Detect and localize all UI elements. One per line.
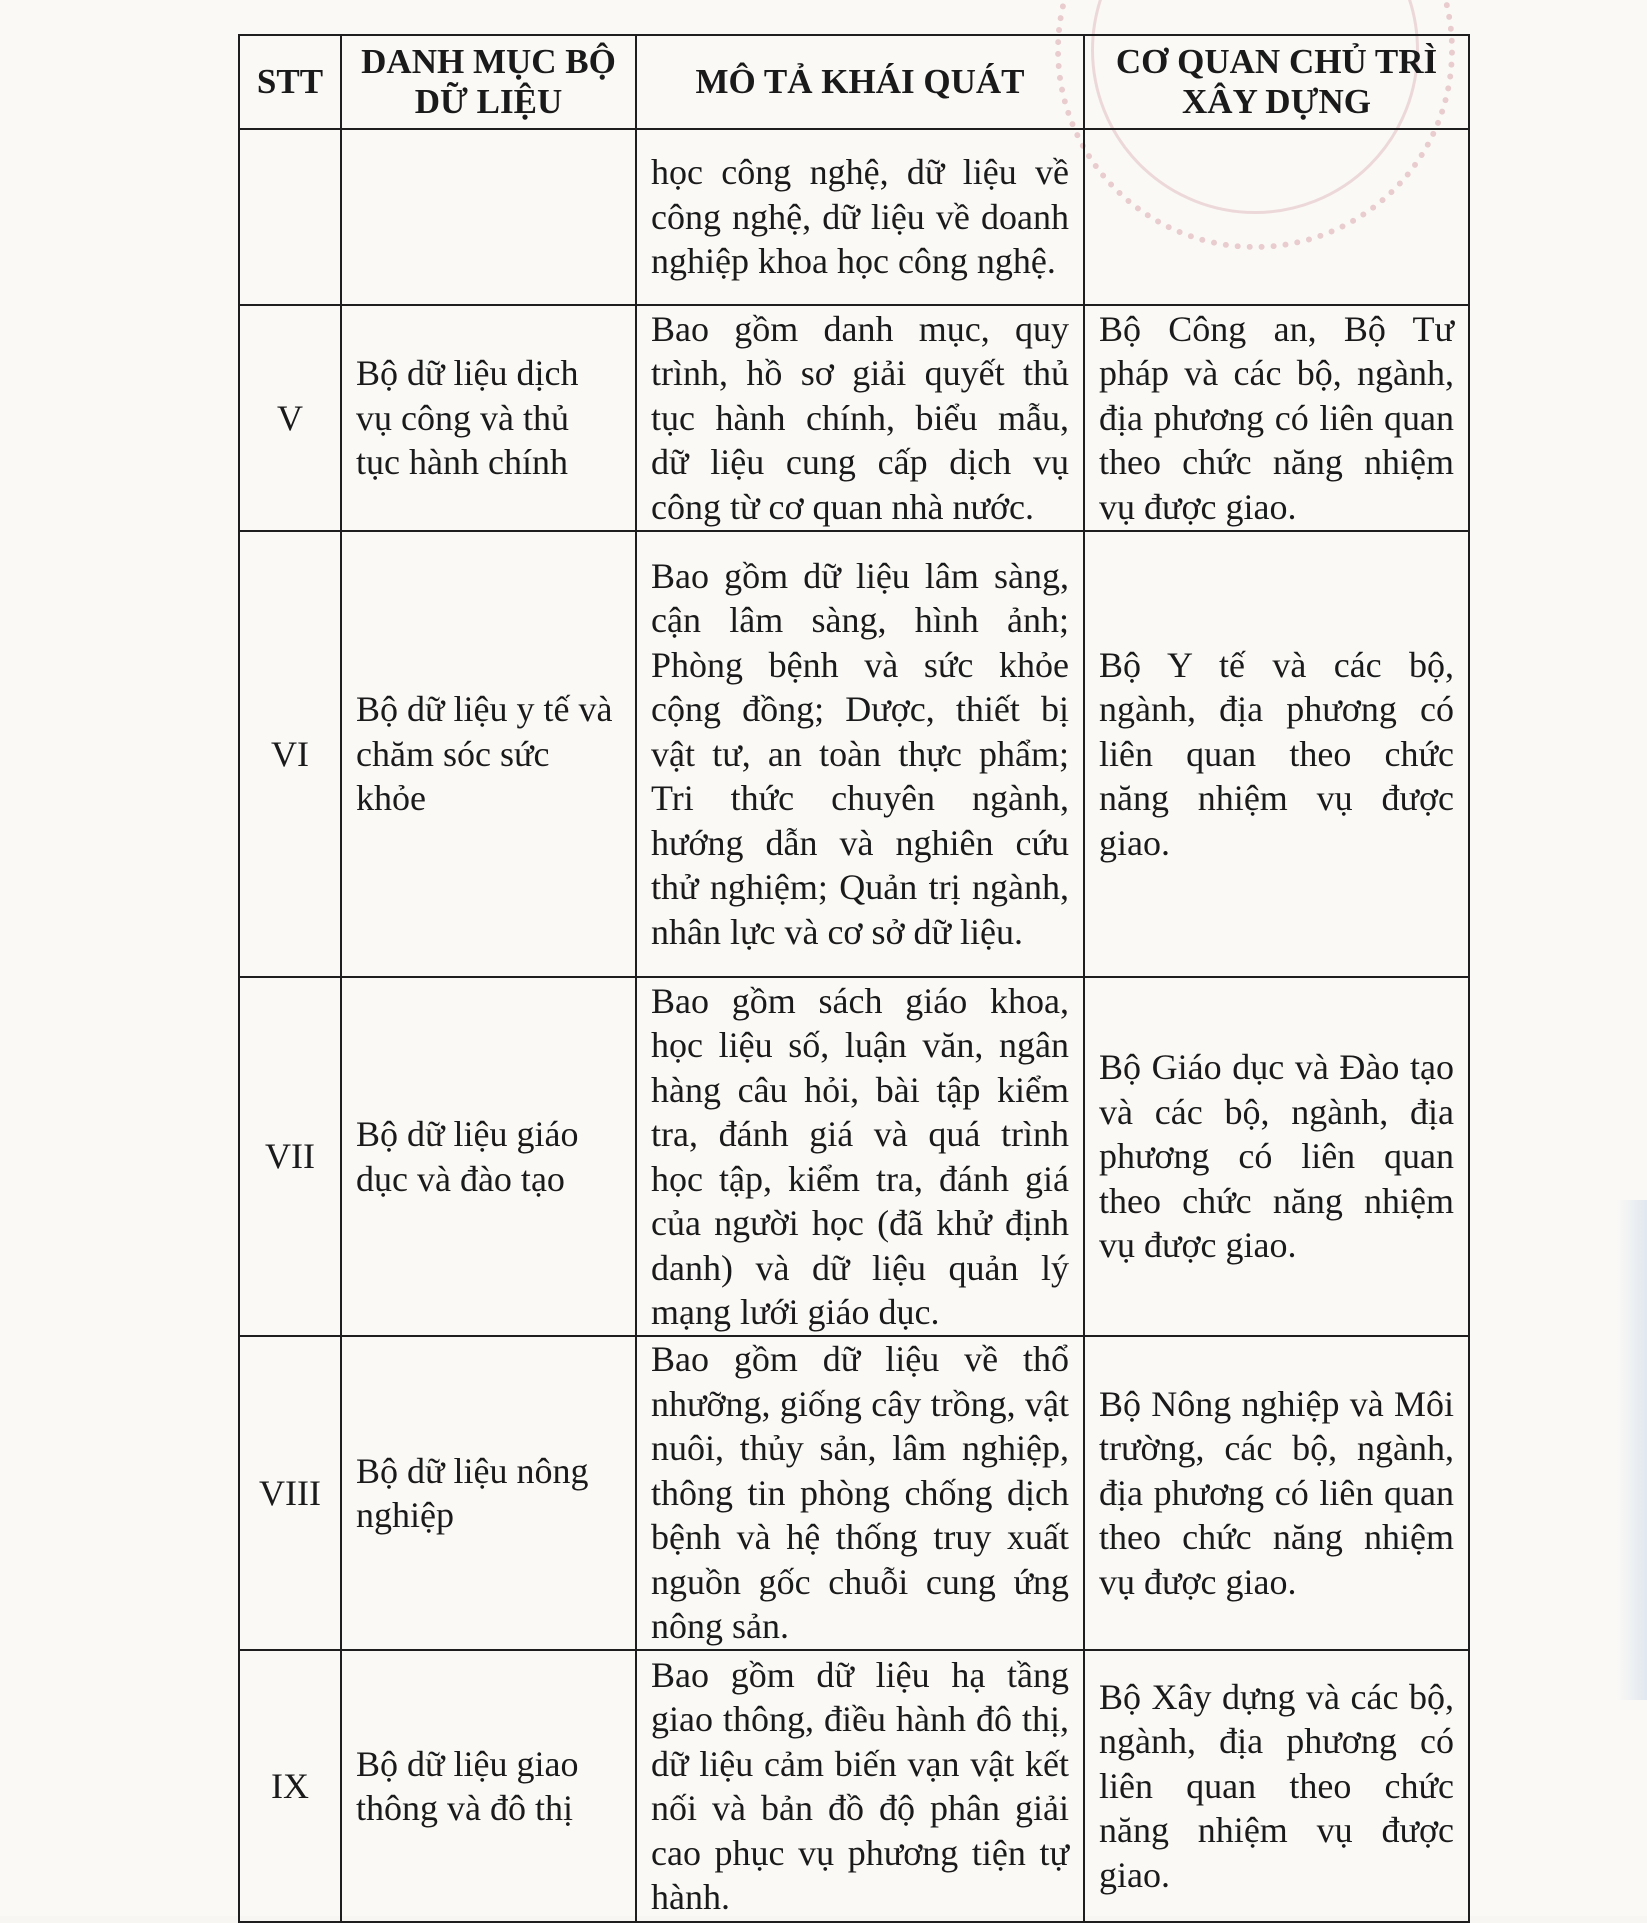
cell-description: Bao gồm sách giáo khoa, học liệu số, luận văn, ngân hàng câu hỏi, bài tập kiểm tra, đánh giá và quá trình học tập, kiểm tra, đánh giá của người học (đã khử định danh) và dữ liệu quản lý mạng lưới giáo dục. [636, 977, 1084, 1336]
header-description: MÔ TẢ KHÁI QUÁT [636, 35, 1084, 129]
cell-category: Bộ dữ liệu y tế và chăm sóc sức khỏe [341, 531, 636, 977]
cell-agency: Bộ Nông nghiệp và Môi trường, các bộ, ngành, địa phương có liên quan theo chức năng nhiệm vụ được giao. [1084, 1336, 1469, 1650]
cell-category: Bộ dữ liệu giao thông và đô thị [341, 1650, 636, 1922]
cell-stt: VIII [239, 1336, 341, 1650]
table-row-continuation [239, 129, 1469, 305]
cell-category: Bộ dữ liệu dịch vụ công và thủ tục hành chính [341, 305, 636, 531]
scan-edge-shading [1617, 1200, 1647, 1700]
cell-stt [239, 129, 341, 305]
cell-agency [1084, 129, 1469, 305]
cell-stt: VII [239, 977, 341, 1336]
cell-category: Bộ dữ liệu giáo dục và đào tạo [341, 977, 636, 1336]
cell-agency: Bộ Xây dựng và các bộ, ngành, địa phương có liên quan theo chức năng nhiệm vụ được giao. [1084, 1650, 1469, 1922]
cell-description: học công nghệ, dữ liệu về công nghệ, dữ liệu về doanh nghiệp khoa học công nghệ. [636, 129, 1084, 305]
cell-stt: VI [239, 531, 341, 977]
cell-stt: V [239, 305, 341, 531]
cell-description: Bao gồm dữ liệu về thổ nhưỡng, giống cây trồng, vật nuôi, thủy sản, lâm nghiệp, thông tin phòng chống dịch bệnh và hệ thống truy xuất nguồn gốc chuỗi cung ứng nông sản. [636, 1336, 1084, 1650]
cell-description: Bao gồm dữ liệu hạ tầng giao thông, điều hành đô thị, dữ liệu cảm biến vạn vật kết nối và bản đồ độ phân giải cao phục vụ phương tiện tự hành. [636, 1650, 1084, 1922]
cell-stt: IX [239, 1650, 341, 1922]
table-row [239, 1650, 1469, 1922]
cell-category: Bộ dữ liệu nông nghiệp [341, 1336, 636, 1650]
header-stt: STT [239, 35, 341, 129]
header-agency: CƠ QUAN CHỦ TRÌ XÂY DỰNG [1084, 35, 1469, 129]
table-row [239, 977, 1469, 1336]
dataset-catalog-table [238, 34, 1470, 1923]
cell-agency: Bộ Y tế và các bộ, ngành, địa phương có liên quan theo chức năng nhiệm vụ được giao. [1084, 531, 1469, 977]
cell-agency: Bộ Giáo dục và Đào tạo và các bộ, ngành, địa phương có liên quan theo chức năng nhiệm vụ được giao. [1084, 977, 1469, 1336]
cell-category [341, 129, 636, 305]
cell-agency: Bộ Công an, Bộ Tư pháp và các bộ, ngành, địa phương có liên quan theo chức năng nhiệm vụ được giao. [1084, 305, 1469, 531]
table-header-row [239, 35, 1469, 129]
table-row [239, 1336, 1469, 1650]
table-row [239, 531, 1469, 977]
table-row [239, 305, 1469, 531]
cell-description: Bao gồm dữ liệu lâm sàng, cận lâm sàng, hình ảnh; Phòng bệnh và sức khỏe cộng đồng; Dược, thiết bị vật tư, an toàn thực phẩm; Tri thức chuyên ngành, hướng dẫn và nghiên cứu thử nghiệm; Quản trị ngành, nhân lực và cơ sở dữ liệu. [636, 531, 1084, 977]
cell-description: Bao gồm danh mục, quy trình, hồ sơ giải quyết thủ tục hành chính, biểu mẫu, dữ liệu cung cấp dịch vụ công từ cơ quan nhà nước. [636, 305, 1084, 531]
header-category: DANH MỤC BỘ DỮ LIỆU [341, 35, 636, 129]
